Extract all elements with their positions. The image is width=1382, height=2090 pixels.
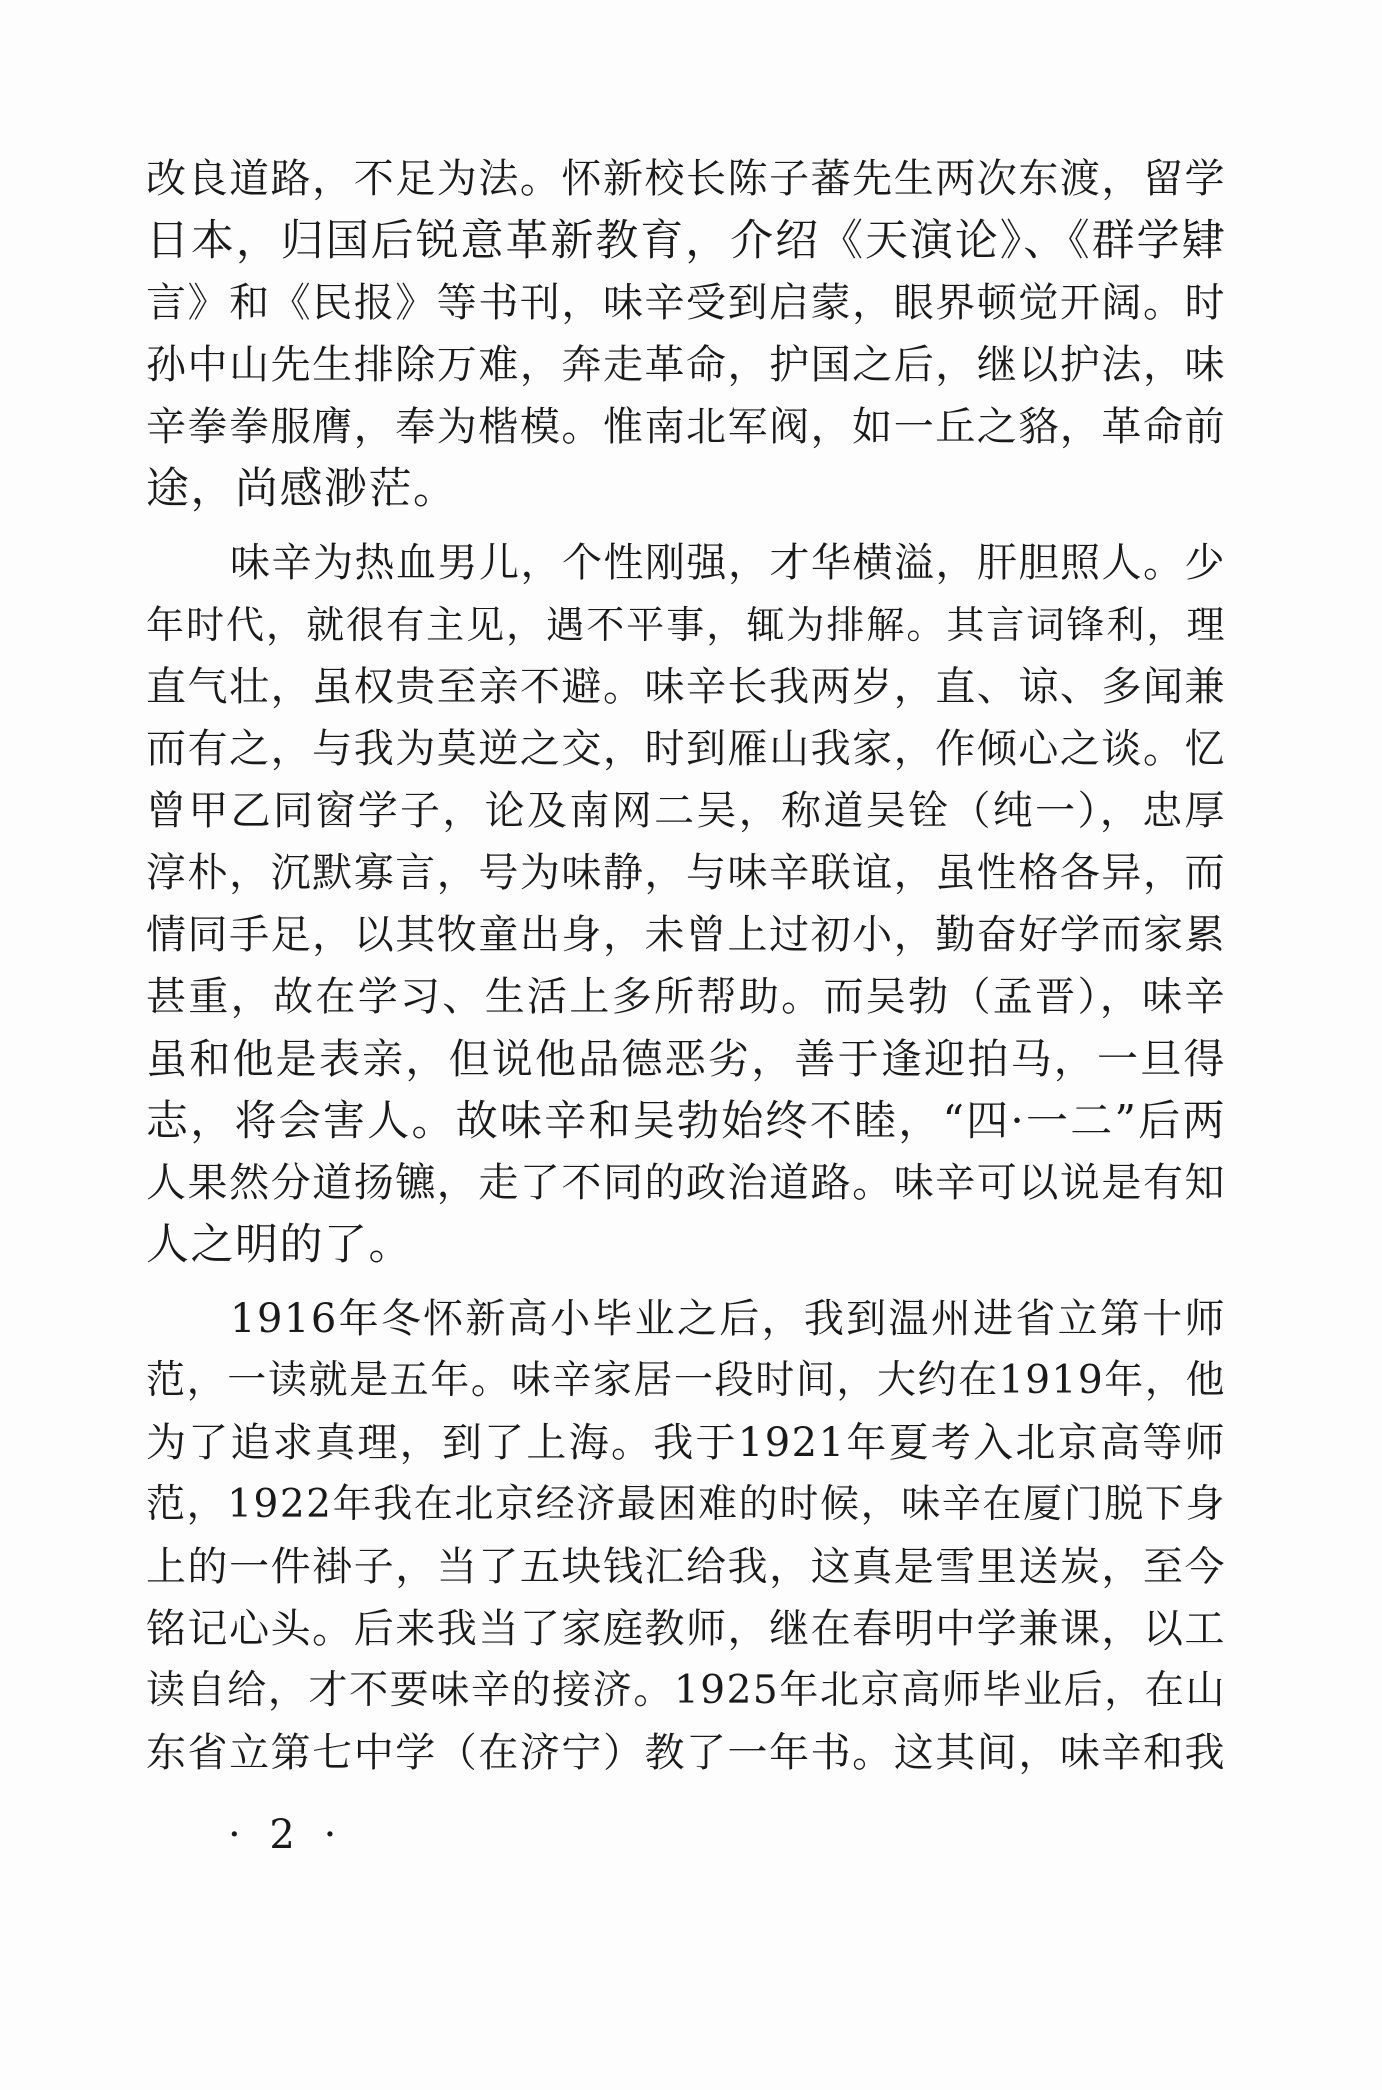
text-line: 东省立第七中学（在济宁）教了一年书。这其间，味辛和我: [146, 1730, 1226, 1776]
text-line: 情同手足，以其牧童出身，未曾上过初小，勤奋好学而家累: [146, 912, 1226, 958]
text-line: 而有之，与我为莫逆之交，时到雁山我家，作倾心之谈。忆: [146, 726, 1226, 772]
text-line: 1916年冬怀新高小毕业之后，我到温州进省立第十师: [230, 1296, 1226, 1342]
text-line: 年时代，就很有主见，遇不平事，辄为排解。其言词锋利，理: [146, 603, 1226, 647]
text-line: 辛拳拳服膺，奉为楷模。惟南北军阀，如一丘之貉，革命前: [146, 404, 1226, 450]
text-line: 铭记心头。后来我当了家庭教师，继在春明中学兼课，以工: [146, 1606, 1226, 1652]
text-line: 虽和他是表亲，但说他品德恶劣，善于逢迎拍马，一旦得: [146, 1035, 1226, 1083]
text-line: 人之明的了。: [146, 1220, 413, 1270]
text-line: 改良道路，不足为法。怀新校长陈子蕃先生两次东渡，留学: [146, 156, 1226, 202]
text-line: 味辛为热血男儿，个性刚强，才华横溢，肝胆照人。少: [230, 540, 1226, 586]
text-line: 志，将会害人。故味辛和吴勃始终不睦，“四·一二”后两: [146, 1096, 1226, 1145]
page-number: · 2 ·: [228, 1812, 345, 1858]
paragraph-2: [146, 532, 1226, 1276]
paragraph-3: [146, 1288, 1226, 1784]
text-line: 直气壮，虽权贵至亲不避。味辛长我两岁，直、谅、多闻兼: [146, 664, 1226, 710]
text-line: 日本，归国后锐意革新教育，介绍《天演论》、《群学肄: [146, 216, 1226, 266]
text-line: 言》和《民报》等书刊，味辛受到启蒙，眼界顿觉开阔。时: [146, 280, 1226, 326]
text-line: 人果然分道扬镳，走了不同的政治道路。味辛可以说是有知: [146, 1160, 1226, 1206]
text-line: 甚重，故在学习、生活上多所帮助。而吴勃（孟晋），味辛: [146, 974, 1226, 1020]
text-line: 为了追求真理，到了上海。我于1921年夏考入北京高等师: [146, 1420, 1226, 1466]
text-line: 孙中山先生排除万难，奔走革命，护国之后，继以护法，味: [146, 342, 1226, 388]
text-line: 读自给，才不要味辛的接济。1925年北京高师毕业后，在山: [146, 1668, 1226, 1713]
text-line: 曾甲乙同窗学子，论及南网二吴，称道吴铨（纯一），忠厚: [146, 788, 1226, 834]
text-line: 范，一读就是五年。味辛家居一段时间，大约在1919年，他: [146, 1358, 1226, 1403]
text-line: 途，尚感渺茫。: [146, 464, 458, 514]
text-line: 淳朴，沉默寡言，号为味静，与味辛联谊，虽性格各异，而: [146, 850, 1226, 896]
text-line: 范，1922年我在北京经济最困难的时候，味辛在厦门脱下身: [146, 1482, 1226, 1527]
body-text: [146, 148, 1226, 1784]
paragraph-1: [146, 148, 1226, 520]
text-line: 上的一件褂子，当了五块钱汇给我，这真是雪里送炭，至今: [146, 1544, 1226, 1590]
